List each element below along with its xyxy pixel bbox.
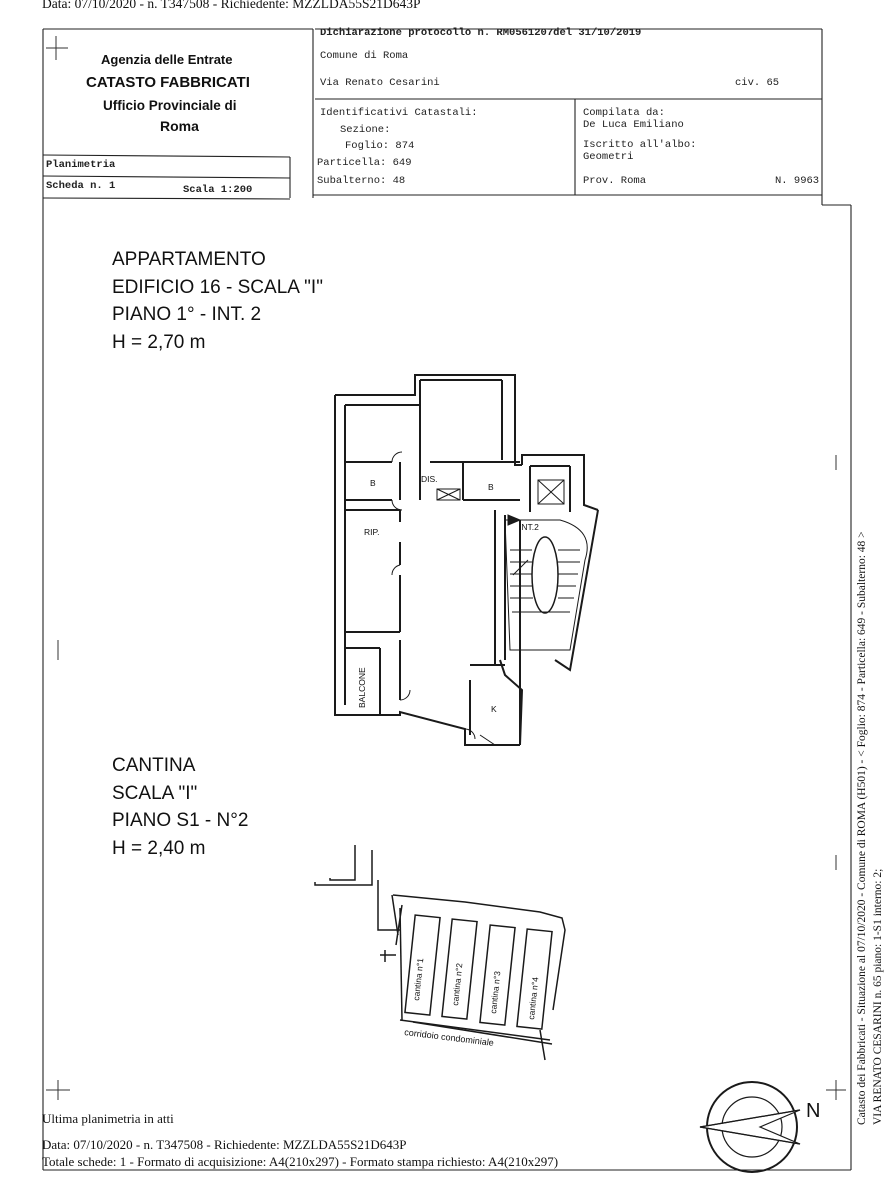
room-label-ripostiglio: RIP. — [364, 527, 380, 537]
room-label-kitchen: K — [491, 704, 497, 714]
subalterno: Subalterno: 48 — [317, 175, 406, 187]
compiler-name: De Luca Emiliano — [583, 119, 684, 131]
protocol-line: Dichiarazione protocollo n. RM0561207del 31/10/2019 — [320, 27, 642, 39]
address: Via Renato Cesarini — [320, 77, 440, 89]
side-text-line-1: Catasto dei Fabbricati - Situazione al 07/10/2020 - Comune di ROMA (H501) - < Foglio: 874 - Particella: 649 - Subalterno: 48 > — [856, 531, 868, 1125]
cellar-line-4: H = 2,40 m — [112, 837, 206, 859]
particella: Particella: 649 — [317, 157, 412, 169]
cellar-line-3: PIANO S1 - N°2 — [112, 810, 249, 831]
room-label-bath-1: B — [370, 478, 376, 488]
header-request-line: Data: 07/10/2020 - n. T347508 - Richiedente: MZZLDA55S21D643P — [42, 0, 421, 11]
apartment-line-3: PIANO 1° - INT. 2 — [112, 304, 262, 325]
apartment-line-1: APPARTAMENTO — [112, 249, 266, 270]
cellar-label-3: cantina n°3 — [488, 970, 503, 1015]
office-label: Ufficio Provinciale di — [103, 98, 237, 113]
agency-name: Agenzia delle Entrate — [101, 52, 233, 67]
form-label: Planimetria — [46, 159, 116, 171]
cellar-label-1: cantina n°1 — [411, 957, 426, 1002]
province: Prov. Roma — [583, 175, 647, 187]
corridor-label: corridoio condominiale — [403, 1027, 495, 1048]
footer-data-line: Data: 07/10/2020 - n. T347508 - Richiedente: MZZLDA55S21D643P — [42, 1137, 407, 1152]
north-label: N — [806, 1100, 821, 1122]
sezione: Sezione: — [340, 124, 391, 136]
room-label-disimpegno: DIS. — [421, 474, 438, 484]
footer-last-plan: Ultima planimetria in atti — [42, 1111, 174, 1126]
cellar-label-4: cantina n°4 — [526, 976, 541, 1021]
foglio: Foglio: 874 — [345, 140, 415, 152]
cadastral-heading: Identificativi Catastali: — [320, 107, 478, 119]
catasto-title: CATASTO FABBRICATI — [86, 74, 250, 91]
cellar-line-1: CANTINA — [112, 755, 196, 776]
registration-number: N. 9963 — [775, 175, 820, 187]
apartment-line-2: EDIFICIO 16 - SCALA "I" — [112, 276, 323, 298]
albo: Geometri — [583, 151, 634, 163]
unit-label-int2: INT.2 — [519, 522, 539, 532]
cellar-label-2: cantina n°2 — [450, 962, 465, 1007]
comune: Comune di Roma — [320, 50, 409, 62]
albo-heading: Iscritto all'albo: — [583, 139, 697, 151]
side-text-line-2: VIA RENATO CESARINI n. 65 piano: 1-S1 interno: 2; — [872, 868, 884, 1125]
civic-number: civ. 65 — [735, 77, 780, 89]
plan-scale: Scala 1:200 — [183, 184, 253, 196]
room-label-bath-2: B — [488, 482, 494, 492]
cellar-line-2: SCALA "I" — [112, 782, 198, 804]
sheet-number: Scheda n. 1 — [46, 180, 116, 192]
office-city: Roma — [160, 118, 199, 134]
apartment-line-4: H = 2,70 m — [112, 331, 206, 353]
compiler-heading: Compilata da: — [583, 107, 665, 119]
footer-totals-line: Totale schede: 1 - Formato di acquisizione: A4(210x297) - Formato stampa richiesto: A4(210x297) — [42, 1154, 559, 1169]
room-label-balcone: BALCONE — [357, 667, 367, 708]
